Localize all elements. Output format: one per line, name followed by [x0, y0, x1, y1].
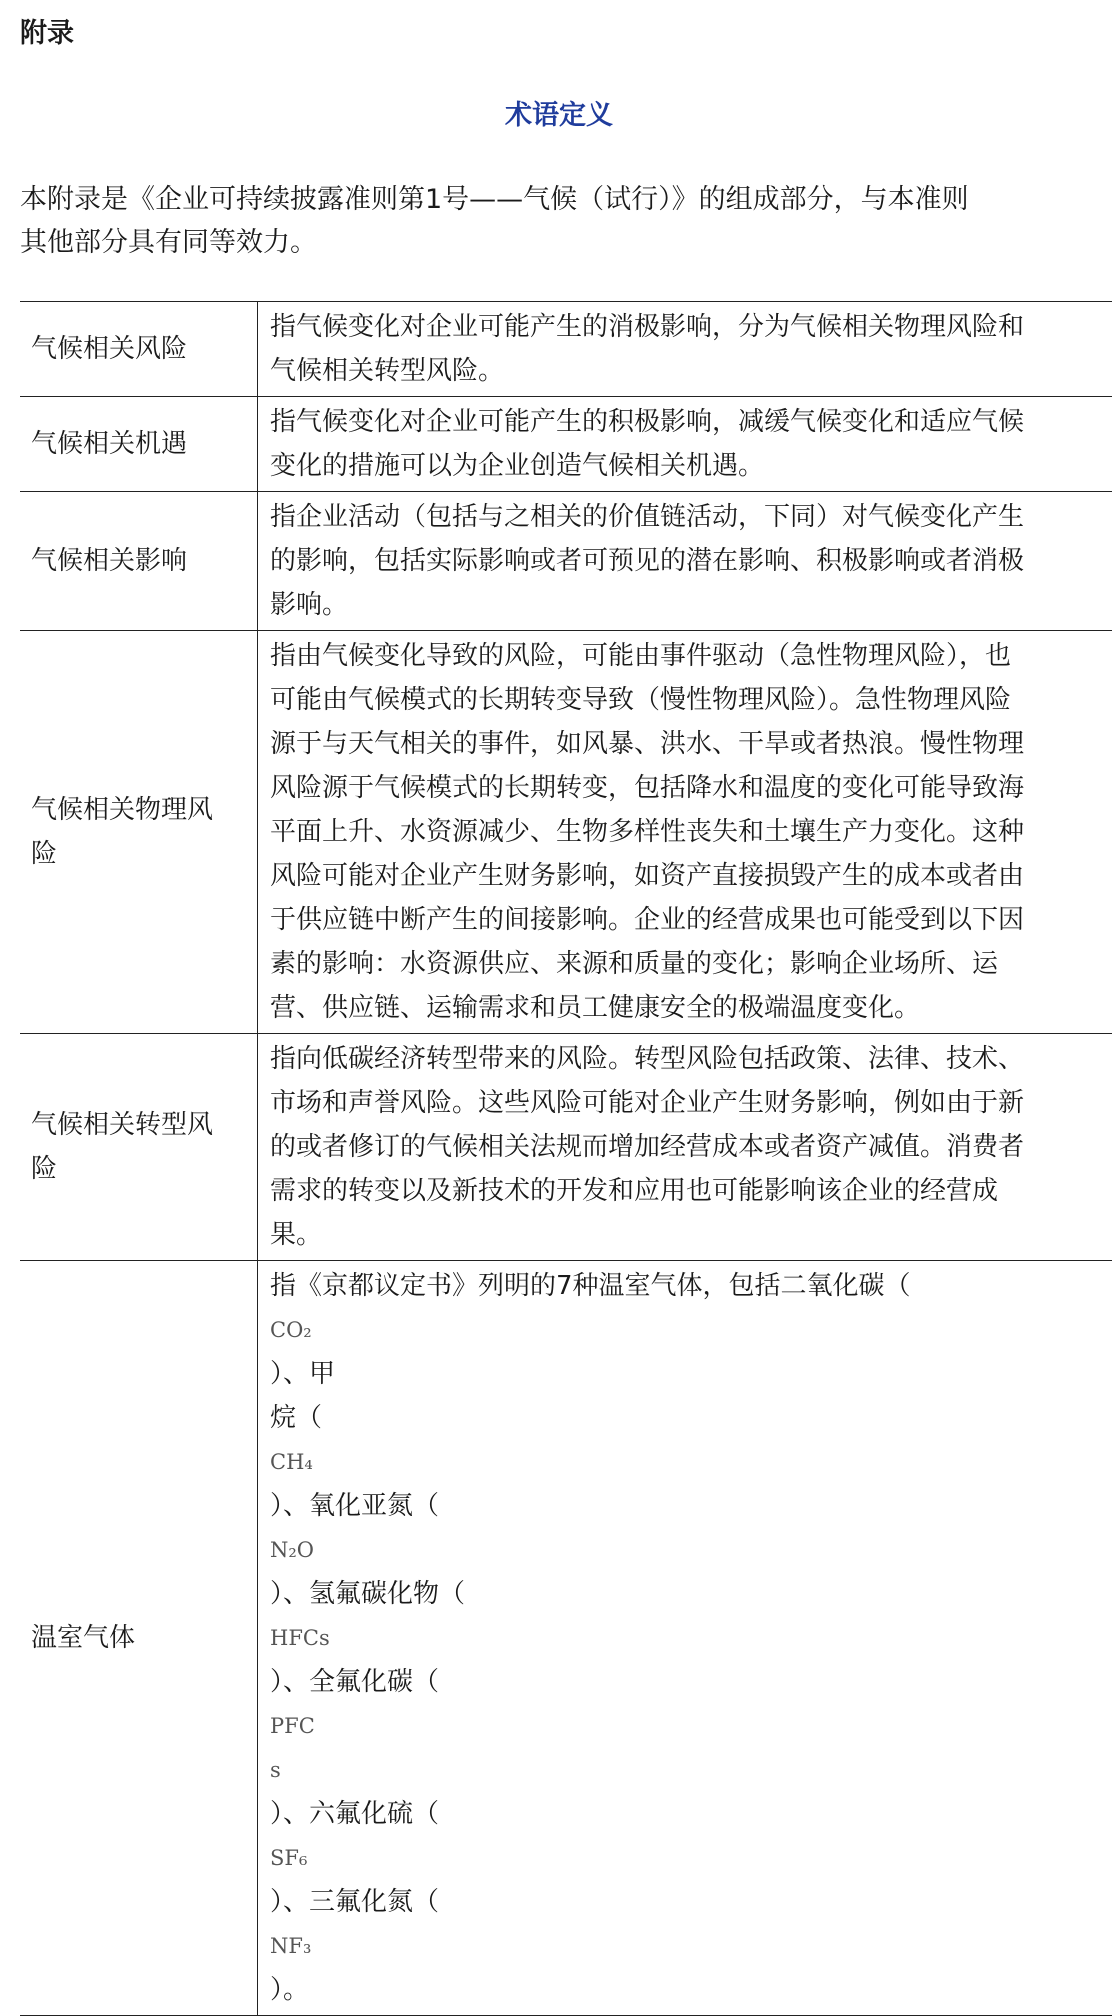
term-label: 险	[31, 1154, 58, 1184]
term-cell	[20, 492, 258, 631]
definition-line: 变化的措施可以为企业创造气候相关机遇。	[270, 451, 765, 481]
table-row	[20, 1261, 1112, 2016]
definition-line	[270, 1748, 1108, 2012]
term-cell	[20, 631, 258, 1034]
definition-text: ）、氧化亚氮（	[270, 1491, 440, 1521]
definition-text: 烷（	[270, 1403, 323, 1433]
definition-text: ）、三氟化氮（	[270, 1887, 440, 1917]
definition-line: 风险可能对企业产生财务影响，如资产直接损毁产生的成本或者由	[270, 861, 1025, 891]
term-label: 气候相关风险	[31, 334, 188, 364]
appendix-heading: 附录	[20, 18, 74, 49]
definition-line: 营、供应链、运输需求和员工健康安全的极端温度变化。	[270, 993, 921, 1023]
table-row	[20, 397, 1112, 492]
definition-text: ）。	[270, 1975, 310, 2005]
table-row	[20, 302, 1112, 397]
definition-line: 指气候变化对企业可能产生的积极影响，减缓气候变化和适应气候	[270, 407, 1025, 437]
definition-line: 需求的转变以及新技术的开发和应用也可能影响该企业的经营成	[270, 1176, 999, 1206]
definition-cell	[258, 492, 1113, 631]
intro-line: 本附录是《企业可持续披露准则第1号——气候（试行）》的组成部分，与本准则	[20, 184, 969, 215]
formula-n2o: N₂O	[270, 1538, 315, 1562]
term-cell	[20, 397, 258, 492]
formula-nf3: NF₃	[270, 1934, 312, 1958]
definition-line: 指向低碳经济转型带来的风险。转型风险包括政策、法律、技术、	[270, 1044, 1025, 1074]
term-label: 气候相关机遇	[31, 429, 188, 459]
definition-cell	[258, 631, 1113, 1034]
definition-line: 指气候变化对企业可能产生的消极影响，分为气候相关物理风险和	[270, 312, 1025, 342]
term-label: 气候相关物理风	[31, 795, 214, 825]
definition-cell	[258, 302, 1113, 397]
definition-line: 市场和声誉风险。这些风险可能对企业产生财务影响，例如由于新	[270, 1088, 1025, 1118]
formula-hfcs: HFCs	[270, 1626, 330, 1650]
definition-text: ）、氢氟碳化物（	[270, 1579, 466, 1609]
formula-co2: CO₂	[270, 1318, 312, 1342]
definition-line	[270, 1396, 1108, 1748]
term-label: 温室气体	[31, 1623, 136, 1653]
formula-pfc: PFC	[270, 1714, 315, 1738]
term-label: 险	[31, 839, 58, 869]
term-cell	[20, 1034, 258, 1261]
definition-cell	[258, 1034, 1113, 1261]
formula-ch4: CH₄	[270, 1450, 313, 1474]
definition-line: 的或者修订的气候相关法规而增加经营成本或者资产减值。消费者	[270, 1132, 1025, 1162]
definition-line: 气候相关转型风险。	[270, 356, 505, 386]
formula-pfc-suffix: s	[270, 1758, 281, 1782]
table-row	[20, 1034, 1112, 1261]
definition-text: ）、甲	[270, 1359, 336, 1389]
definition-line: 素的影响：水资源供应、来源和质量的变化；影响企业场所、运	[270, 949, 999, 979]
definition-line: 于供应链中断产生的间接影响。企业的经营成果也可能受到以下因	[270, 905, 1025, 935]
definition-line: 可能由气候模式的长期转变导致（慢性物理风险）。急性物理风险	[270, 685, 1012, 715]
terms-table	[20, 301, 1112, 2016]
definition-line: 指由气候变化导致的风险，可能由事件驱动（急性物理风险），也	[270, 641, 1012, 671]
term-cell	[20, 302, 258, 397]
definition-cell	[258, 397, 1113, 492]
definition-line: 源于与天气相关的事件，如风暴、洪水、干旱或者热浪。慢性物理	[270, 729, 1025, 759]
definition-line: 指企业活动（包括与之相关的价值链活动，下同）对气候变化产生	[270, 502, 1025, 532]
definition-text: ）、全氟化碳（	[270, 1667, 440, 1697]
definition-text: 指《京都议定书》列明的7种温室气体，包括二氧化碳（	[270, 1271, 911, 1301]
section-title: 术语定义	[505, 100, 613, 131]
definition-line: 果。	[270, 1220, 323, 1250]
term-cell	[20, 1261, 258, 2016]
intro-line: 其他部分具有同等效力。	[20, 227, 317, 258]
definition-line: 风险源于气候模式的长期转变，包括降水和温度的变化可能导致海	[270, 773, 1025, 803]
definition-text: ）、六氟化硫（	[270, 1799, 440, 1829]
table-row	[20, 492, 1112, 631]
definition-cell	[258, 1261, 1113, 2016]
intro-paragraph	[20, 178, 1110, 264]
term-label: 气候相关影响	[31, 546, 188, 576]
term-label: 气候相关转型风	[31, 1110, 214, 1140]
table-row	[20, 631, 1112, 1034]
definition-line: 平面上升、水资源减少、生物多样性丧失和土壤生产力变化。这种	[270, 817, 1025, 847]
definition-line	[270, 1264, 1108, 1396]
definition-line: 的影响，包括实际影响或者可预见的潜在影响、积极影响或者消极	[270, 546, 1025, 576]
formula-sf6: SF₆	[270, 1846, 308, 1870]
definition-line: 影响。	[270, 590, 349, 620]
